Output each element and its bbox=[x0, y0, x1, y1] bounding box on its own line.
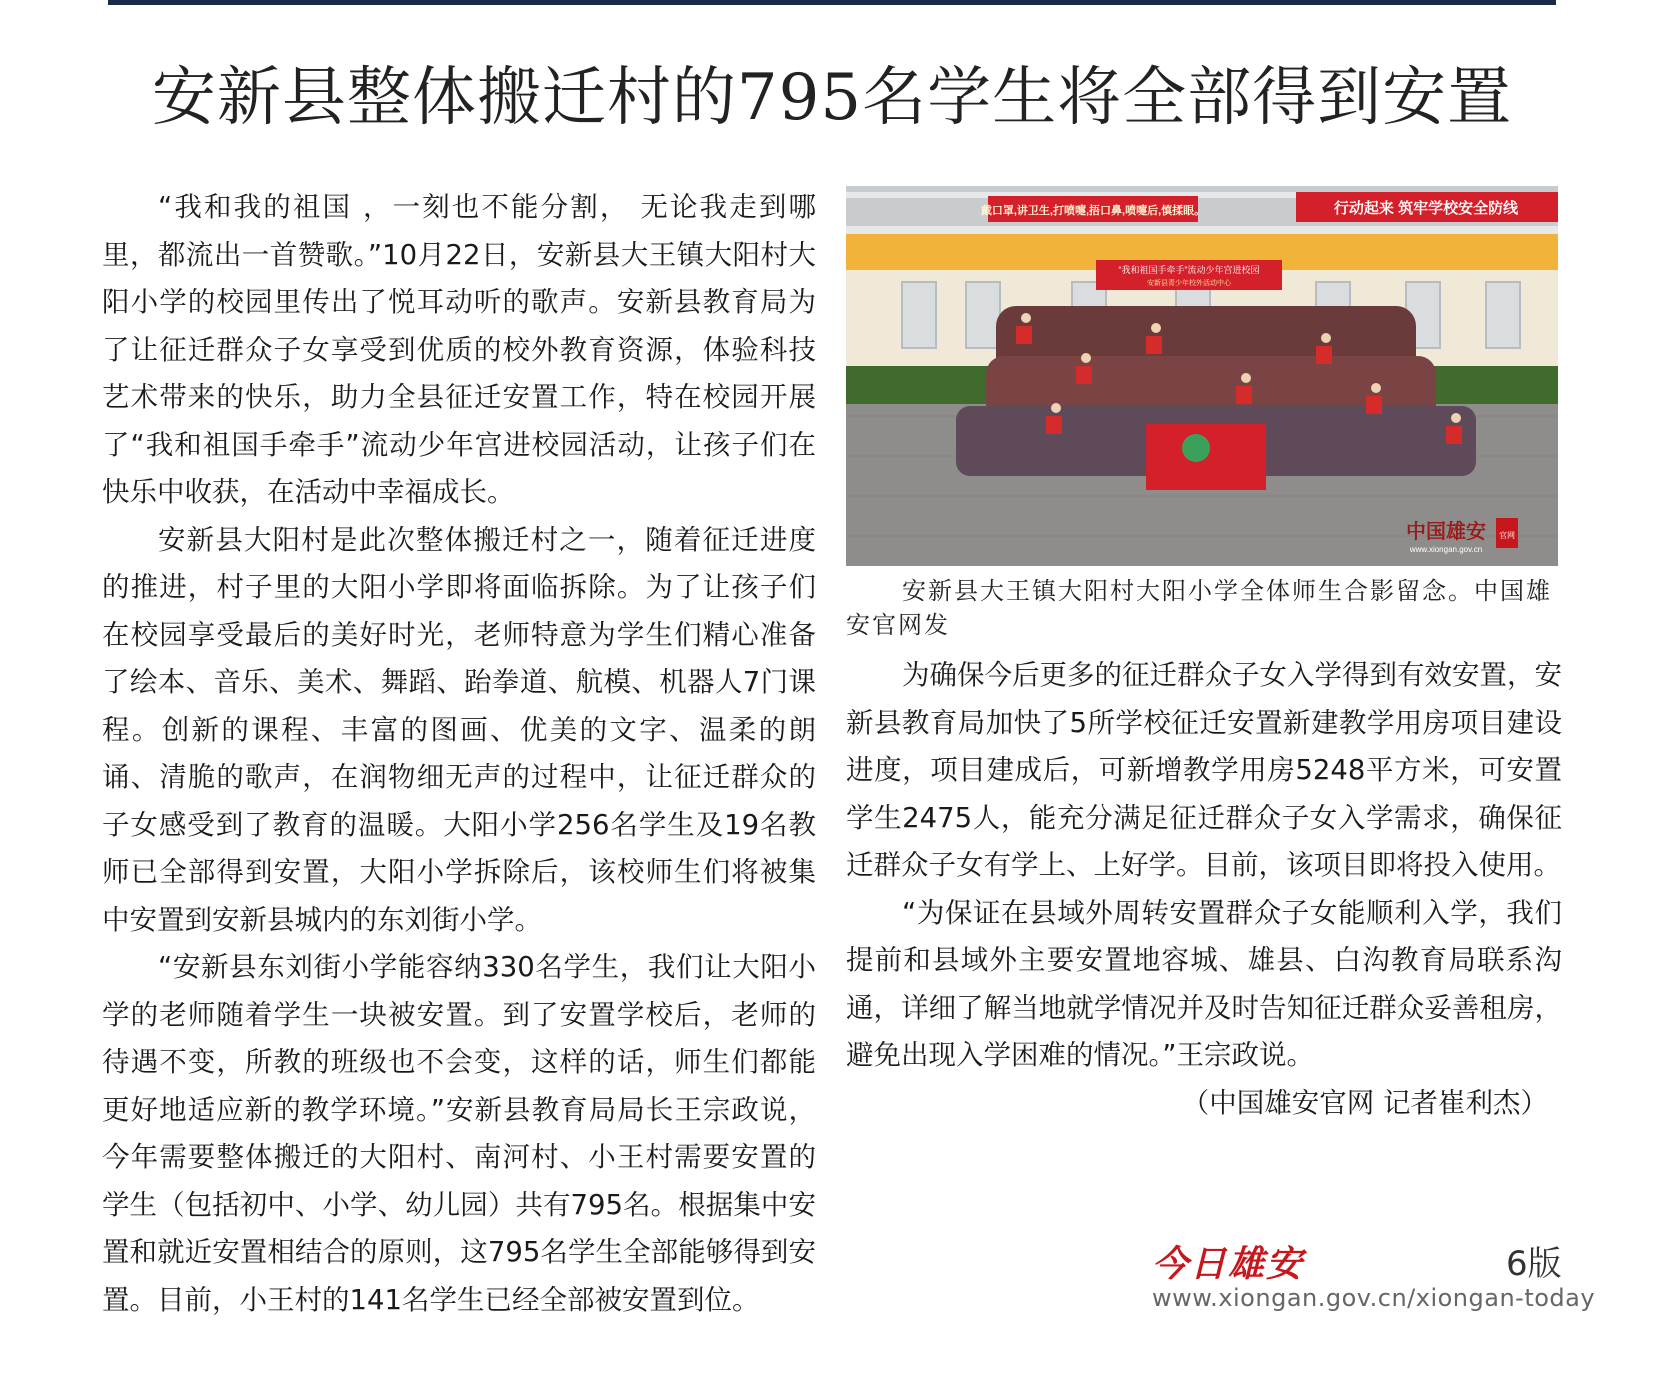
article-paragraph-3: “安新县东刘街小学能容纳330名学生，我们让大阳小学的老师随着学生一块被安置。到了安置学校后，老师的待遇不变，所教的班级也不会变，这样的话，师生们都能更好地适应新的教学环境。”安新县教育局局长王宗政说，今年需要整体搬迁的大阳村、南河村、小王村需要安置的学生（包括初中、小学、幼儿园）共有795名。根据集中安置和就近安置相结合的原则，这795名学生全部能够得到安置。目前，小王村的141名学生已经全部被安置到位。 bbox=[102, 951, 816, 1316]
banner-center-subtext: 安新县青少年校外活动中心 bbox=[1147, 280, 1231, 287]
group-photo bbox=[846, 186, 1558, 566]
right-column bbox=[846, 186, 1562, 1127]
byline: （中国雄安官网 记者崔利杰） bbox=[1181, 1086, 1548, 1119]
banner-right-text: 行动起来 筑牢学校安全防线 bbox=[1333, 200, 1519, 217]
group-photo-illustration bbox=[846, 186, 1558, 566]
left-column bbox=[102, 184, 816, 1324]
top-rule bbox=[108, 0, 1556, 5]
article-paragraph-1: “我和我的祖国 ，一刻也不能分割， 无论我走到哪里，都流出一首赞歌。”10月22日，安新县大王镇大阳村大阳小学的校园里传出了悦耳动听的歌声。安新县教育局为了让征迁群众子女享受到优质的校外教育资源，体验科技艺术带来的快乐，助力全县征迁安置工作，特在校园开展了“我和祖国手牵手”流动少年宫进校园活动，让孩子们在快乐中收获，在活动中幸福成长。 bbox=[102, 191, 816, 508]
footer-url: www.xiongan.gov.cn/xiongan-today bbox=[1152, 1284, 1596, 1312]
photo-caption: 安新县大王镇大阳村大阳小学全体师生合影留念。中国雄安官网发 bbox=[846, 577, 1552, 639]
banner-center-text: “我和祖国手牵手”流动少年宫进校园 bbox=[1118, 265, 1260, 275]
footer-edition: 6版 bbox=[1506, 1244, 1562, 1284]
watermark-url: www.xiongan.gov.cn bbox=[1409, 545, 1483, 554]
article-paragraph-2: 安新县大阳村是此次整体搬迁村之一，随着征迁进度的推进，村子里的大阳小学即将面临拆除。为了让孩子们在校园享受最后的美好时光，老师特意为学生们精心准备了绘本、音乐、美术、舞蹈、跆拳道、航模、机器人7门课程。创新的课程、丰富的图画、优美的文字、温柔的朗诵、清脆的歌声，在润物细无声的过程中，让征迁群众的子女感受到了教育的温暖。大阳小学256名学生及19名教师已全部得到安置，大阳小学拆除后，该校师生们将被集中安置到安新县城内的东刘街小学。 bbox=[102, 523, 816, 936]
page-title: 安新县整体搬迁村的795名学生将全部得到安置 bbox=[151, 61, 1513, 135]
watermark-logo: 中国雄安 bbox=[1406, 519, 1486, 543]
article-paragraph-5: “为保证在县域外周转安置群众子女能顺利入学，我们提前和县域外主要安置地容城、雄县、白沟教育局联系沟通，详细了解当地就学情况并及时告知征迁群众妥善租房，避免出现入学困难的情况。”王宗政说。 bbox=[846, 896, 1562, 1071]
article-paragraph-4: 为确保今后更多的征迁群众子女入学得到有效安置，安新县教育局加快了5所学校征迁安置新建教学用房项目建设进度，项目建成后，可新增教学用房5248平方米，可安置学生2475人，能充分满足征迁群众子女入学需求，确保征迁群众子女有学上、上好学。目前，该项目即将投入使用。 bbox=[846, 659, 1562, 881]
footer-brand-logo: 今日雄安 bbox=[1152, 1243, 1305, 1285]
banner-left-text: 戴口罩,讲卫生,打喷嚏,捂口鼻,喷嚏后,慎揉眼。 bbox=[980, 205, 1206, 217]
watermark-seal-text: 官网 bbox=[1499, 531, 1515, 540]
